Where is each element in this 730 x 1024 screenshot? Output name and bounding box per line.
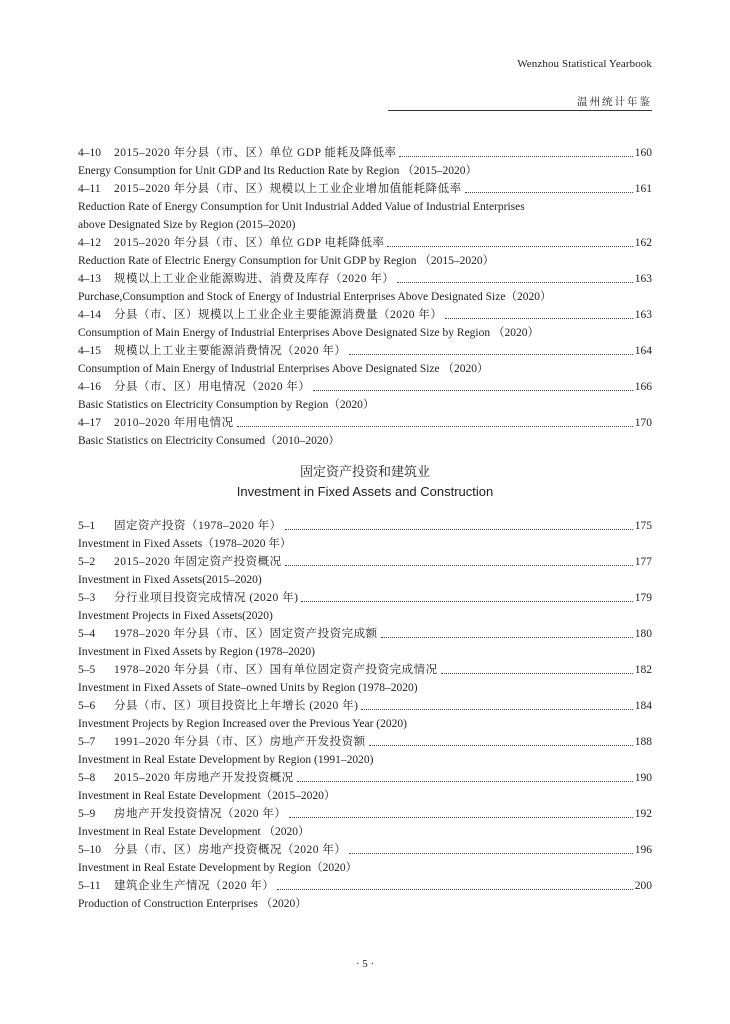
- toc-entry-line: [78, 697, 652, 715]
- toc-entry[interactable]: [78, 697, 652, 733]
- entry-title-zh: 2015–2020 年固定资产投资概况: [114, 556, 282, 568]
- entry-number: 5–8: [78, 772, 96, 784]
- entry-page-number: 184: [634, 700, 652, 712]
- dot-leader: [289, 817, 632, 818]
- yearbook-title-en: Wenzhou Statistical Yearbook: [517, 58, 652, 70]
- dot-leader: [397, 282, 632, 283]
- entry-number: 5–10: [78, 844, 101, 856]
- entry-title-zh: 分县（市、区）房地产投资概况（2020 年）: [114, 844, 347, 856]
- dot-leader: [349, 354, 632, 355]
- header-rule: [388, 110, 652, 111]
- dot-leader: [237, 426, 633, 427]
- entry-page-number: 163: [634, 309, 652, 321]
- dot-leader: [301, 601, 632, 602]
- dot-leader: [285, 529, 633, 530]
- entry-page-number: 160: [634, 147, 652, 159]
- entry-page-number: 163: [634, 273, 652, 285]
- entry-number: 5–6: [78, 700, 96, 712]
- toc-entry-line: [78, 414, 652, 432]
- toc-entry-line: [78, 589, 652, 607]
- toc-entry[interactable]: [78, 733, 652, 769]
- entry-title-en: Investment in Real Estate Development by Region (1991–2020): [78, 754, 374, 766]
- entry-number: 4–13: [78, 273, 101, 285]
- entry-title-en: Consumption of Main Energy of Industrial Enterprises Above Designated Size by Region （2020）: [78, 327, 539, 339]
- entry-title-zh: 2015–2020 年分县（市、区）单位 GDP 能耗及降低率: [114, 147, 397, 159]
- toc-entry-line: [78, 733, 652, 751]
- entry-page-number: 177: [634, 556, 652, 568]
- entry-number: 5–7: [78, 736, 96, 748]
- entry-title-en: Energy Consumption for Unit GDP and Its Reduction Rate by Region （2015–2020）: [78, 165, 477, 177]
- toc-entry[interactable]: [78, 517, 652, 553]
- dot-leader: [445, 318, 632, 319]
- entry-page-number: 188: [634, 736, 652, 748]
- toc-entry-line: [78, 378, 652, 396]
- toc-entry[interactable]: [78, 234, 652, 270]
- section-5-heading: [78, 462, 652, 502]
- entry-number: 5–3: [78, 592, 96, 604]
- entry-page-number: 200: [634, 880, 652, 892]
- entry-number: 4–10: [78, 147, 101, 159]
- toc-entry[interactable]: [78, 877, 652, 913]
- entry-title-zh: 1991–2020 年分县（市、区）房地产开发投资额: [114, 736, 366, 748]
- toc-entry-line: [78, 841, 652, 859]
- entry-title-zh: 建筑企业生产情况（2020 年）: [114, 880, 275, 892]
- yearbook-title-zh: 温州统计年鉴: [577, 97, 652, 108]
- toc-entry[interactable]: [78, 342, 652, 378]
- entry-title-zh: 2015–2020 年分县（市、区）单位 GDP 电耗降低率: [114, 237, 385, 249]
- entry-title-en: Basic Statistics on Electricity Consumed（2010–2020）: [78, 435, 340, 447]
- entry-title-zh: 房地产开发投资情况（2020 年）: [114, 808, 287, 820]
- entry-title-en: Production of Construction Enterprises （2020）: [78, 898, 307, 910]
- entry-title-en: Investment in Fixed Assets by Region (1978–2020): [78, 646, 316, 658]
- entry-number: 5–1: [78, 520, 96, 532]
- entry-title-en: Investment in Real Estate Development （2020）: [78, 826, 310, 838]
- entry-page-number: 182: [634, 664, 652, 676]
- entry-title-zh: 规模以上工业主要能源消费情况（2020 年）: [114, 345, 347, 357]
- entry-page-number: 166: [634, 381, 652, 393]
- entry-page-number: 180: [634, 628, 652, 640]
- entry-page-number: 175: [634, 520, 652, 532]
- toc-entry-line: [78, 517, 652, 535]
- toc-entry-line: [78, 625, 652, 643]
- toc-entry[interactable]: [78, 625, 652, 661]
- dot-leader: [441, 673, 633, 674]
- section-4-toc: [78, 144, 652, 450]
- dot-leader: [313, 390, 632, 391]
- entry-number: 5–2: [78, 556, 96, 568]
- dot-leader: [399, 156, 632, 157]
- entry-title-zh: 1978–2020 年分县（市、区）国有单位固定资产投资完成情况: [114, 664, 438, 676]
- toc-entry[interactable]: [78, 414, 652, 450]
- toc-entry[interactable]: [78, 553, 652, 589]
- dot-leader: [297, 781, 633, 782]
- entry-title-zh: 1978–2020 年分县（市、区）固定资产投资完成额: [114, 628, 378, 640]
- toc-entry[interactable]: [78, 589, 652, 625]
- entry-title-en: Investment Projects in Fixed Assets(2020): [78, 610, 273, 622]
- entry-number: 4–17: [78, 417, 101, 429]
- entry-title-zh: 分行业项目投资完成情况 (2020 年): [114, 592, 299, 604]
- entry-title-en: Investment in Fixed Assets（1978–2020 年）: [78, 538, 292, 550]
- toc-entry-line: [78, 144, 652, 162]
- entry-number: 5–4: [78, 628, 96, 640]
- section-5-toc: [78, 517, 652, 913]
- entry-page-number: 170: [634, 417, 652, 429]
- entry-title-zh: 固定资产投资（1978–2020 年）: [114, 520, 282, 532]
- entry-title-en: Investment in Real Estate Development（2015–2020）: [78, 790, 336, 802]
- entry-page-number: 196: [634, 844, 652, 856]
- dot-leader: [361, 709, 632, 710]
- dot-leader: [369, 745, 633, 746]
- toc-entry-line: [78, 306, 652, 324]
- entry-page-number: 179: [634, 592, 652, 604]
- entry-number: 5–11: [78, 880, 101, 892]
- section-heading-en: Investment in Fixed Assets and Construction: [236, 484, 494, 499]
- entry-title-zh: 2010–2020 年用电情况: [114, 417, 234, 429]
- dot-leader: [387, 246, 632, 247]
- entry-number: 4–14: [78, 309, 101, 321]
- dot-leader: [349, 853, 632, 854]
- entry-title-en: Consumption of Main Energy of Industrial Enterprises Above Designated Size （2020）: [78, 363, 489, 375]
- toc-entry[interactable]: [78, 270, 652, 306]
- toc-entry[interactable]: [78, 180, 652, 234]
- entry-title-zh: 规模以上工业企业能源购进、消费及库存（2020 年）: [114, 273, 395, 285]
- entry-number: 4–12: [78, 237, 101, 249]
- entry-number: 5–5: [78, 664, 96, 676]
- toc-entry-line: [78, 234, 652, 252]
- toc-entry[interactable]: [78, 841, 652, 877]
- entry-title-en: Investment in Fixed Assets(2015–2020): [78, 574, 262, 586]
- entry-title-zh: 2015–2020 年房地产开发投资概况: [114, 772, 294, 784]
- toc-entry-line: [78, 877, 652, 895]
- entry-page-number: 164: [634, 345, 652, 357]
- toc-entry-line: [78, 270, 652, 288]
- entry-title-zh: 2015–2020 年分县（市、区）规模以上工业企业增加值能耗降低率: [114, 183, 462, 195]
- dot-leader: [277, 889, 632, 890]
- entry-title-en: Purchase,Consumption and Stock of Energy of Industrial Enterprises Above Designated Size（2020）: [78, 291, 552, 303]
- entry-page-number: 190: [634, 772, 652, 784]
- toc-entry-line: [78, 553, 652, 571]
- section-heading-zh: 固定资产投资和建筑业: [299, 464, 430, 479]
- dot-leader: [381, 637, 633, 638]
- entry-title-zh: 分县（市、区）项目投资比上年增长 (2020 年): [114, 700, 359, 712]
- entry-page-number: 192: [634, 808, 652, 820]
- entry-number: 4–11: [78, 183, 101, 195]
- toc-entry-line: [78, 342, 652, 360]
- toc-entry[interactable]: [78, 378, 652, 414]
- entry-title-en: Investment in Fixed Assets of State–owned Units by Region (1978–2020): [78, 682, 418, 694]
- entry-title-en: Reduction Rate of Energy Consumption for Unit Industrial Added Value of Industrial Enterprises: [78, 201, 525, 213]
- toc-entry[interactable]: [78, 306, 652, 342]
- page-number: · 5 ·: [355, 958, 375, 970]
- toc-entry-line: [78, 180, 652, 198]
- toc-entry[interactable]: [78, 805, 652, 841]
- entry-number: 5–9: [78, 808, 96, 820]
- dot-leader: [285, 565, 633, 566]
- toc-entry-line: [78, 769, 652, 787]
- toc-entry[interactable]: [78, 144, 652, 180]
- entry-title-zh: 分县（市、区）用电情况（2020 年）: [114, 381, 311, 393]
- entry-title-en: Basic Statistics on Electricity Consumption by Region（2020）: [78, 399, 375, 411]
- toc-entry-line: [78, 661, 652, 679]
- entry-page-number: 162: [634, 237, 652, 249]
- entry-title-en: Investment Projects by Region Increased over the Previous Year (2020): [78, 718, 407, 730]
- entry-number: 4–15: [78, 345, 101, 357]
- entry-page-number: 161: [634, 183, 652, 195]
- entry-number: 4–16: [78, 381, 101, 393]
- toc-entry[interactable]: [78, 661, 652, 697]
- dot-leader: [465, 192, 633, 193]
- entry-title-zh: 分县（市、区）规模以上工业企业主要能源消费量（2020 年）: [114, 309, 443, 321]
- entry-title-en: Reduction Rate of Electric Energy Consumption for Unit GDP by Region （2015–2020）: [78, 255, 495, 267]
- toc-entry-line: [78, 805, 652, 823]
- entry-title-en: above Designated Size by Region (2015–2020): [78, 219, 296, 231]
- entry-title-en: Investment in Real Estate Development by Region（2020）: [78, 862, 358, 874]
- toc-entry[interactable]: [78, 769, 652, 805]
